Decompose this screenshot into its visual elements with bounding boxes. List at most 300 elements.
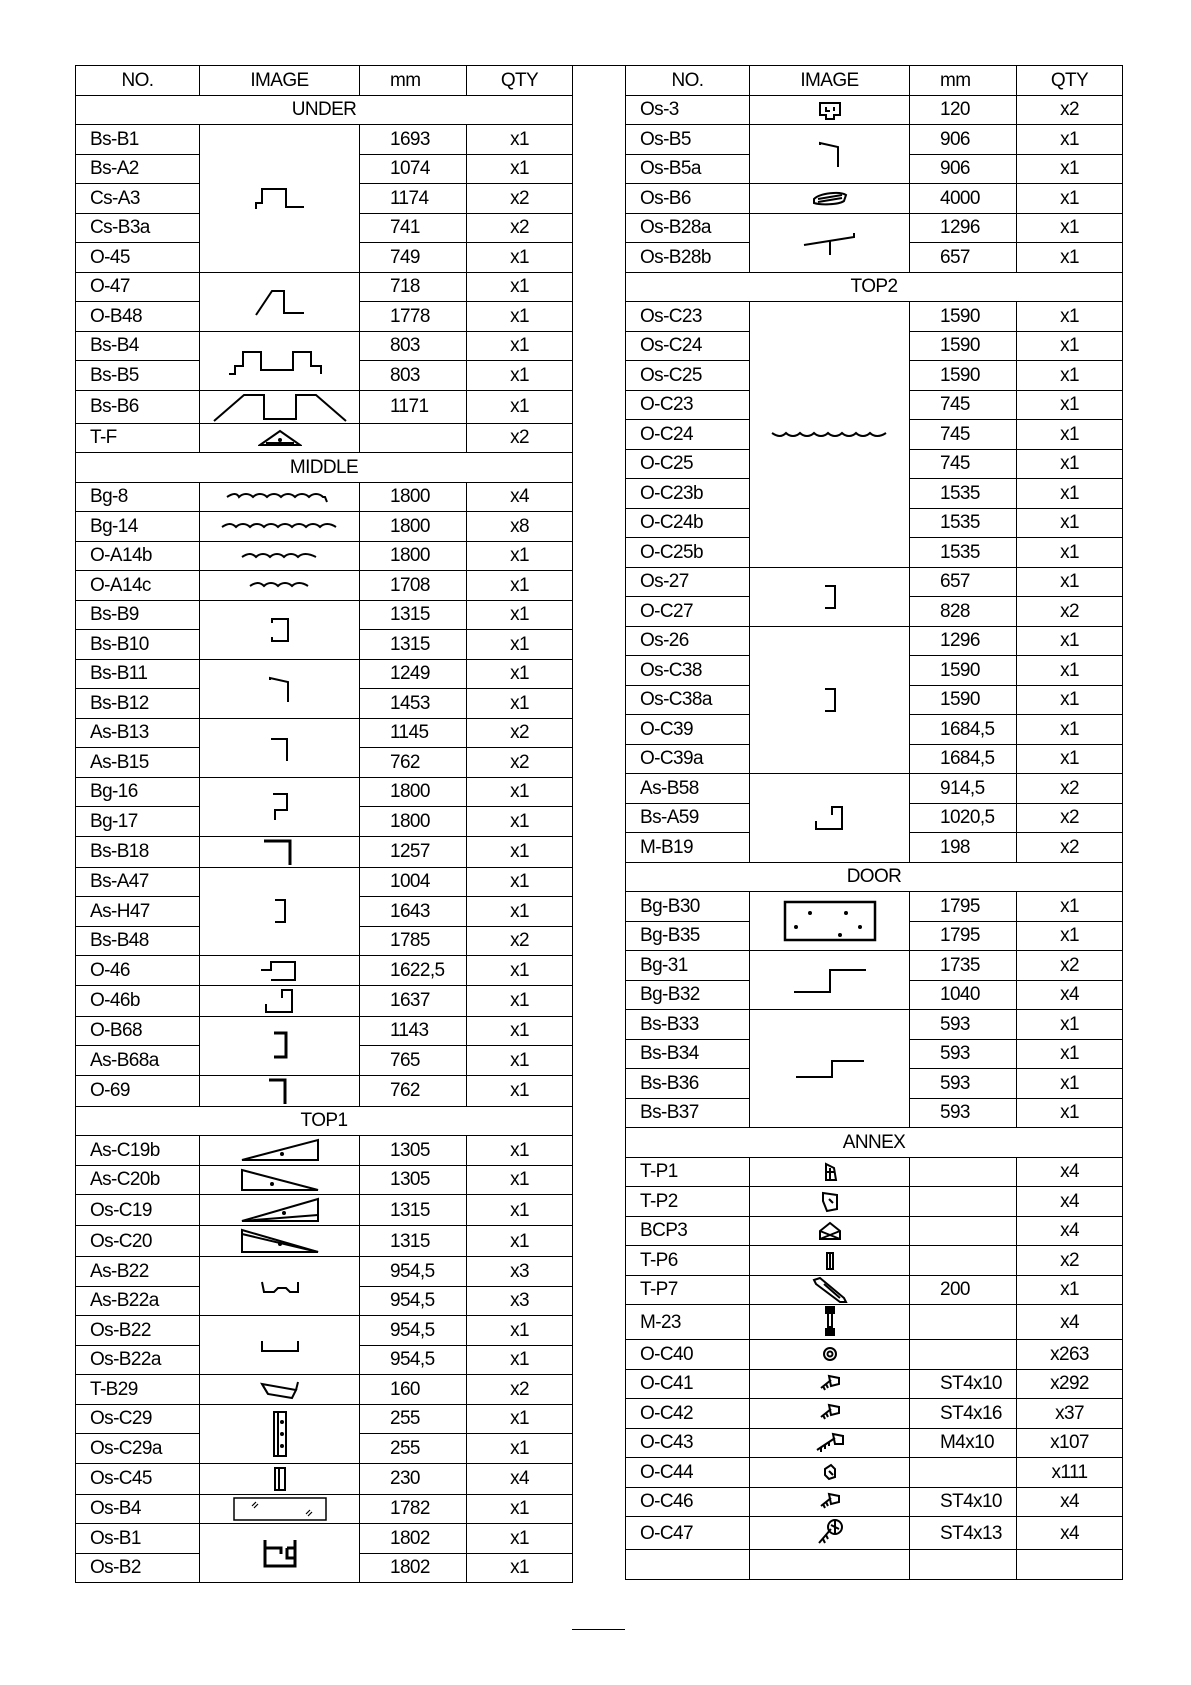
part-length-mm: 745 [910, 449, 1017, 479]
part-length-mm: 1795 [910, 921, 1017, 951]
table-row [626, 1428, 1123, 1458]
channel-bracket-icon [750, 567, 910, 626]
table-row [76, 659, 573, 689]
part-number: Os-B28b [626, 243, 750, 273]
part-length-mm: 1590 [910, 685, 1017, 715]
part-number: As-B58 [626, 774, 750, 804]
part-quantity: x1 [1017, 508, 1123, 538]
part-length-mm: 255 [360, 1404, 467, 1434]
part-quantity: x1 [1017, 921, 1123, 951]
rolled-strip-icon [750, 184, 910, 214]
part-number: Bg-16 [76, 777, 200, 807]
part-quantity: x263 [1017, 1340, 1123, 1370]
part-length-mm [910, 1305, 1017, 1340]
part-length-mm: 1735 [910, 951, 1017, 981]
part-number: O-C47 [626, 1517, 750, 1550]
part-number: As-C20b [76, 1165, 200, 1195]
part-quantity: x1 [1017, 1098, 1123, 1128]
part-quantity: x1 [467, 1434, 573, 1464]
bolt-icon [750, 1428, 910, 1458]
part-quantity: x1 [467, 361, 573, 391]
table-row [76, 125, 573, 155]
section-title: DOOR [626, 862, 1123, 892]
table-row [626, 567, 1123, 597]
part-length-mm: 1145 [360, 718, 467, 748]
part-quantity: x1 [1017, 715, 1123, 745]
flat-bar-icon [200, 1494, 360, 1524]
part-quantity: x2 [467, 423, 573, 453]
part-quantity: x1 [1017, 744, 1123, 774]
angle-bold-icon [200, 836, 360, 867]
section-row [626, 862, 1123, 892]
part-quantity: x37 [1017, 1399, 1123, 1429]
part-length-mm: 1535 [910, 538, 1017, 568]
section-row [76, 453, 573, 483]
part-length-mm: 1590 [910, 656, 1017, 686]
bolt-anchor-icon [750, 1305, 910, 1340]
part-quantity: x1 [1017, 538, 1123, 568]
table-row [626, 892, 1123, 922]
table-row [626, 951, 1123, 981]
section-title: UNDER [76, 95, 573, 125]
part-length-mm: 1800 [360, 482, 467, 512]
table-row [76, 600, 573, 630]
part-length-mm: 745 [910, 390, 1017, 420]
part-number: As-C19b [76, 1136, 200, 1166]
part-length-mm [910, 1340, 1017, 1370]
part-length-mm: 1590 [910, 302, 1017, 332]
post-bracket-icon [200, 1404, 360, 1463]
part-length-mm [910, 1157, 1017, 1187]
table-row [626, 774, 1123, 804]
part-length-mm: 741 [360, 213, 467, 243]
part-number: Os-B28a [626, 213, 750, 243]
table-row [76, 390, 573, 423]
part-number: O-C43 [626, 1428, 750, 1458]
part-quantity: x4 [1017, 1187, 1123, 1217]
part-quantity: x1 [1017, 302, 1123, 332]
section-row [76, 1106, 573, 1136]
table-row [76, 836, 573, 867]
part-quantity: x4 [1017, 1216, 1123, 1246]
part-number: Os-C38a [626, 685, 750, 715]
part-number: Os-B5a [626, 154, 750, 184]
table-row [626, 213, 1123, 243]
part-quantity: x292 [1017, 1369, 1123, 1399]
part-number: Bg-B30 [626, 892, 750, 922]
table-row [76, 1226, 573, 1257]
table-row [626, 1187, 1123, 1217]
part-number: Bs-B33 [626, 1010, 750, 1040]
table-gap [572, 65, 625, 1630]
part-length-mm: 1802 [360, 1553, 467, 1583]
table-row [76, 482, 573, 512]
image-cell [750, 1550, 910, 1580]
part-length-mm: 1795 [910, 892, 1017, 922]
part-quantity: x4 [1017, 1157, 1123, 1187]
part-quantity: x1 [467, 272, 573, 302]
part-length-mm: 954,5 [360, 1257, 467, 1287]
part-length-mm: 1785 [360, 926, 467, 956]
section-row [626, 1128, 1123, 1158]
part-length-mm: 1684,5 [910, 715, 1017, 745]
part-number: Bs-B1 [76, 125, 200, 155]
part-number: Bs-B5 [76, 361, 200, 391]
part-number: Bs-B6 [76, 390, 200, 423]
table-row [76, 777, 573, 807]
part-length-mm: 1143 [360, 1016, 467, 1046]
profile-double-step-icon [200, 331, 360, 390]
header-mm: mm [360, 66, 467, 96]
part-quantity: x1 [1017, 420, 1123, 450]
table-row [76, 956, 573, 986]
part-quantity: x2 [1017, 774, 1123, 804]
part-quantity: x1 [467, 1195, 573, 1226]
part-number: T-P7 [626, 1275, 750, 1305]
triangle-panel-4-icon [200, 1226, 360, 1257]
part-quantity: x1 [467, 777, 573, 807]
part-quantity: x4 [1017, 1517, 1123, 1550]
part-length-mm: 1020,5 [910, 803, 1017, 833]
part-quantity: x1 [467, 600, 573, 630]
part-length-mm: 4000 [910, 184, 1017, 214]
part-quantity: x1 [1017, 626, 1123, 656]
table-row [76, 1165, 573, 1195]
part-length-mm [910, 1246, 1017, 1276]
table-row [76, 867, 573, 897]
part-number: O-C25 [626, 449, 750, 479]
part-number: Os-3 [626, 95, 750, 125]
header-qty: QTY [467, 66, 573, 96]
part-length-mm: 1708 [360, 571, 467, 601]
header-no: NO. [626, 66, 750, 96]
part-length-mm: 803 [360, 331, 467, 361]
part-length-mm: 1622,5 [360, 956, 467, 986]
screw-icon [750, 1399, 910, 1429]
part-length-mm: 593 [910, 1069, 1017, 1099]
part-quantity: x1 [467, 1494, 573, 1524]
part-number: Os-C19 [76, 1195, 200, 1226]
part-number: Os-B1 [76, 1524, 200, 1554]
part-quantity: x1 [467, 541, 573, 571]
part-length-mm: 954,5 [360, 1316, 467, 1346]
table-row [76, 1257, 573, 1287]
part-number: As-B13 [76, 718, 200, 748]
table-row [76, 541, 573, 571]
part-quantity: x1 [467, 1316, 573, 1346]
part-number: O-C25b [626, 538, 750, 568]
part-number: Os-B2 [76, 1553, 200, 1583]
part-length-mm: 198 [910, 833, 1017, 863]
part-number: Bg-B32 [626, 980, 750, 1010]
part-quantity: x1 [467, 302, 573, 332]
part-number: As-B22a [76, 1286, 200, 1316]
part-length-mm: 160 [360, 1375, 467, 1405]
part-number: Os-C29 [76, 1404, 200, 1434]
part-number: O-C40 [626, 1340, 750, 1370]
part-quantity: x4 [1017, 1487, 1123, 1517]
part-number: O-C27 [626, 597, 750, 627]
part-length-mm: 914,5 [910, 774, 1017, 804]
part-number: Os-C38 [626, 656, 750, 686]
section-title: TOP1 [76, 1106, 573, 1136]
part-length-mm: 1171 [360, 390, 467, 423]
part-quantity: x2 [467, 1375, 573, 1405]
part-number: As-B15 [76, 748, 200, 778]
section-title: ANNEX [626, 1128, 1123, 1158]
table-row [76, 718, 573, 748]
part-length-mm: 1800 [360, 541, 467, 571]
table-row [626, 302, 1123, 332]
part-quantity: x1 [467, 243, 573, 273]
part-length-mm: 718 [360, 272, 467, 302]
part-length-mm: 1296 [910, 626, 1017, 656]
header-row [626, 66, 1123, 96]
part-number: BCP3 [626, 1216, 750, 1246]
part-number: Bs-B36 [626, 1069, 750, 1099]
part-number: T-P1 [626, 1157, 750, 1187]
t-profile-icon [750, 213, 910, 272]
part-number: Os-B4 [76, 1494, 200, 1524]
table-row [626, 125, 1123, 155]
parts-table-left [75, 65, 573, 1583]
part-number: Os-C29a [76, 1434, 200, 1464]
part-length-mm [910, 1550, 1017, 1580]
profile-step-icon [200, 125, 360, 273]
part-number: Bs-B4 [76, 331, 200, 361]
part-quantity: x111 [1017, 1458, 1123, 1488]
header-image: IMAGE [200, 66, 360, 96]
part-quantity: x1 [1017, 1275, 1123, 1305]
header-no: NO. [76, 66, 200, 96]
part-number: Os-B6 [626, 184, 750, 214]
part-quantity: x2 [1017, 95, 1123, 125]
part-quantity: x2 [1017, 1246, 1123, 1276]
part-length-mm: 906 [910, 125, 1017, 155]
part-quantity: x1 [1017, 331, 1123, 361]
part-quantity: x1 [467, 154, 573, 184]
cap-nut-icon [750, 1458, 910, 1488]
part-length-mm: 1800 [360, 807, 467, 837]
table-row [626, 1550, 1123, 1580]
part-number: T-P2 [626, 1187, 750, 1217]
part-length-mm: 745 [910, 420, 1017, 450]
screw-icon [750, 1487, 910, 1517]
table-row [76, 512, 573, 542]
part-quantity: x1 [467, 985, 573, 1016]
part-number: O-C41 [626, 1369, 750, 1399]
table-row [626, 1275, 1123, 1305]
part-quantity: x107 [1017, 1428, 1123, 1458]
channel-u-icon [200, 1257, 360, 1316]
screw-icon [750, 1369, 910, 1399]
part-quantity: x1 [467, 807, 573, 837]
channel-c-icon [200, 600, 360, 659]
part-number: Cs-B3a [76, 213, 200, 243]
part-quantity: x2 [1017, 833, 1123, 863]
part-length-mm: ST4x10 [910, 1487, 1017, 1517]
part-quantity: x1 [467, 659, 573, 689]
part-length-mm: 1684,5 [910, 744, 1017, 774]
part-number: As-H47 [76, 897, 200, 927]
screw-washer-icon [750, 1517, 910, 1550]
part-quantity: x4 [467, 482, 573, 512]
part-number: Bs-A47 [76, 867, 200, 897]
washer-icon [750, 1340, 910, 1370]
part-length-mm: 1800 [360, 777, 467, 807]
part-length-mm: 1315 [360, 630, 467, 660]
part-quantity: x8 [467, 512, 573, 542]
table-row [626, 1340, 1123, 1370]
section-title: TOP2 [626, 272, 1123, 302]
frame-profile-icon [200, 1524, 360, 1583]
part-quantity: x1 [1017, 390, 1123, 420]
part-length-mm: 1590 [910, 331, 1017, 361]
part-length-mm: 803 [360, 361, 467, 391]
part-number: O-A14c [76, 571, 200, 601]
wave-profile-mid-icon [200, 541, 360, 571]
part-number: T-B29 [76, 1375, 200, 1405]
part-number: Bs-B11 [76, 659, 200, 689]
part-number: Os-C20 [76, 1226, 200, 1257]
header-mm: mm [910, 66, 1017, 96]
part-length-mm: 1296 [910, 213, 1017, 243]
part-number: O-69 [76, 1075, 200, 1106]
small-post-icon [200, 1463, 360, 1494]
part-length-mm: 1637 [360, 985, 467, 1016]
clip-icon [750, 95, 910, 125]
part-length-mm: 762 [360, 748, 467, 778]
part-number: O-B48 [76, 302, 200, 332]
part-quantity: x1 [1017, 243, 1123, 273]
corner-cap-icon [750, 1157, 910, 1187]
table-row [76, 1016, 573, 1046]
part-length-mm: 1315 [360, 1195, 467, 1226]
table-row [76, 1524, 573, 1554]
part-number: Bs-B9 [76, 600, 200, 630]
part-quantity: x3 [467, 1257, 573, 1287]
z-profile-icon [750, 951, 910, 1010]
part-number: T-P6 [626, 1246, 750, 1276]
channel-flange2-icon [200, 985, 360, 1016]
channel-bracket-icon [750, 626, 910, 774]
part-number: Bg-14 [76, 512, 200, 542]
table-row [626, 1458, 1123, 1488]
part-quantity: x4 [1017, 1305, 1123, 1340]
part-length-mm: 120 [910, 95, 1017, 125]
part-quantity: x1 [467, 390, 573, 423]
table-row [626, 95, 1123, 125]
part-length-mm: 1315 [360, 600, 467, 630]
part-quantity: x1 [467, 897, 573, 927]
table-row [626, 1487, 1123, 1517]
part-quantity: x2 [467, 213, 573, 243]
part-quantity: x2 [1017, 803, 1123, 833]
header-image: IMAGE [750, 66, 910, 96]
table-row [626, 1246, 1123, 1276]
part-number: Bg-31 [626, 951, 750, 981]
part-number: Bs-B37 [626, 1098, 750, 1128]
part-length-mm [910, 1187, 1017, 1217]
part-length-mm: 1535 [910, 508, 1017, 538]
part-length-mm: 1453 [360, 689, 467, 719]
part-number: Os-C23 [626, 302, 750, 332]
part-number: M-B19 [626, 833, 750, 863]
table-row [626, 1216, 1123, 1246]
part-number: Os-B5 [626, 125, 750, 155]
part-length-mm: 762 [360, 1075, 467, 1106]
part-length-mm: 1590 [910, 361, 1017, 391]
part-length-mm: 749 [360, 243, 467, 273]
part-quantity: x1 [1017, 184, 1123, 214]
part-length-mm: 230 [360, 1463, 467, 1494]
part-quantity: x1 [467, 1016, 573, 1046]
wrench-icon [750, 1275, 910, 1305]
part-length-mm: 828 [910, 597, 1017, 627]
part-number: Bs-B34 [626, 1039, 750, 1069]
part-length-mm [910, 1458, 1017, 1488]
part-length-mm: 657 [910, 243, 1017, 273]
part-length-mm: 954,5 [360, 1345, 467, 1375]
part-length-mm: 1778 [360, 302, 467, 332]
part-quantity: x1 [467, 1046, 573, 1076]
triangle-panel-3-icon [200, 1195, 360, 1226]
part-number: Bs-A59 [626, 803, 750, 833]
part-length-mm: 1074 [360, 154, 467, 184]
part-quantity: x1 [1017, 154, 1123, 184]
part-number: Bg-17 [76, 807, 200, 837]
channel-flange2-icon [750, 774, 910, 863]
part-quantity: x1 [467, 1553, 573, 1583]
part-number: Bs-A2 [76, 154, 200, 184]
part-number: O-46b [76, 985, 200, 1016]
table-row [76, 1316, 573, 1346]
section-row [76, 95, 573, 125]
part-number: Os-26 [626, 626, 750, 656]
part-length-mm: 1174 [360, 184, 467, 214]
part-length-mm: 1802 [360, 1524, 467, 1554]
part-length-mm: 200 [910, 1275, 1017, 1305]
part-length-mm: ST4x16 [910, 1399, 1017, 1429]
part-quantity: x1 [467, 630, 573, 660]
part-number: Os-27 [626, 567, 750, 597]
part-quantity: x1 [1017, 685, 1123, 715]
part-number: Os-B22 [76, 1316, 200, 1346]
part-quantity [1017, 1550, 1123, 1580]
table-row [76, 571, 573, 601]
part-length-mm: 1315 [360, 1226, 467, 1257]
section-row [626, 272, 1123, 302]
part-quantity: x1 [1017, 361, 1123, 391]
part-quantity: x1 [467, 1075, 573, 1106]
table-row [626, 1369, 1123, 1399]
part-quantity: x1 [1017, 479, 1123, 509]
part-quantity: x1 [467, 956, 573, 986]
angle-lip-icon [200, 777, 360, 836]
part-length-mm: 657 [910, 567, 1017, 597]
part-quantity: x4 [1017, 980, 1123, 1010]
header-row [76, 66, 573, 96]
part-length-mm [910, 1216, 1017, 1246]
wave-sheet-icon [750, 302, 910, 568]
door-panel-icon [750, 892, 910, 951]
part-number: Bs-B10 [76, 630, 200, 660]
part-number: O-C44 [626, 1458, 750, 1488]
part-quantity: x1 [467, 836, 573, 867]
part-length-mm: 1782 [360, 1494, 467, 1524]
part-length-mm: 593 [910, 1098, 1017, 1128]
part-quantity: x1 [1017, 1069, 1123, 1099]
